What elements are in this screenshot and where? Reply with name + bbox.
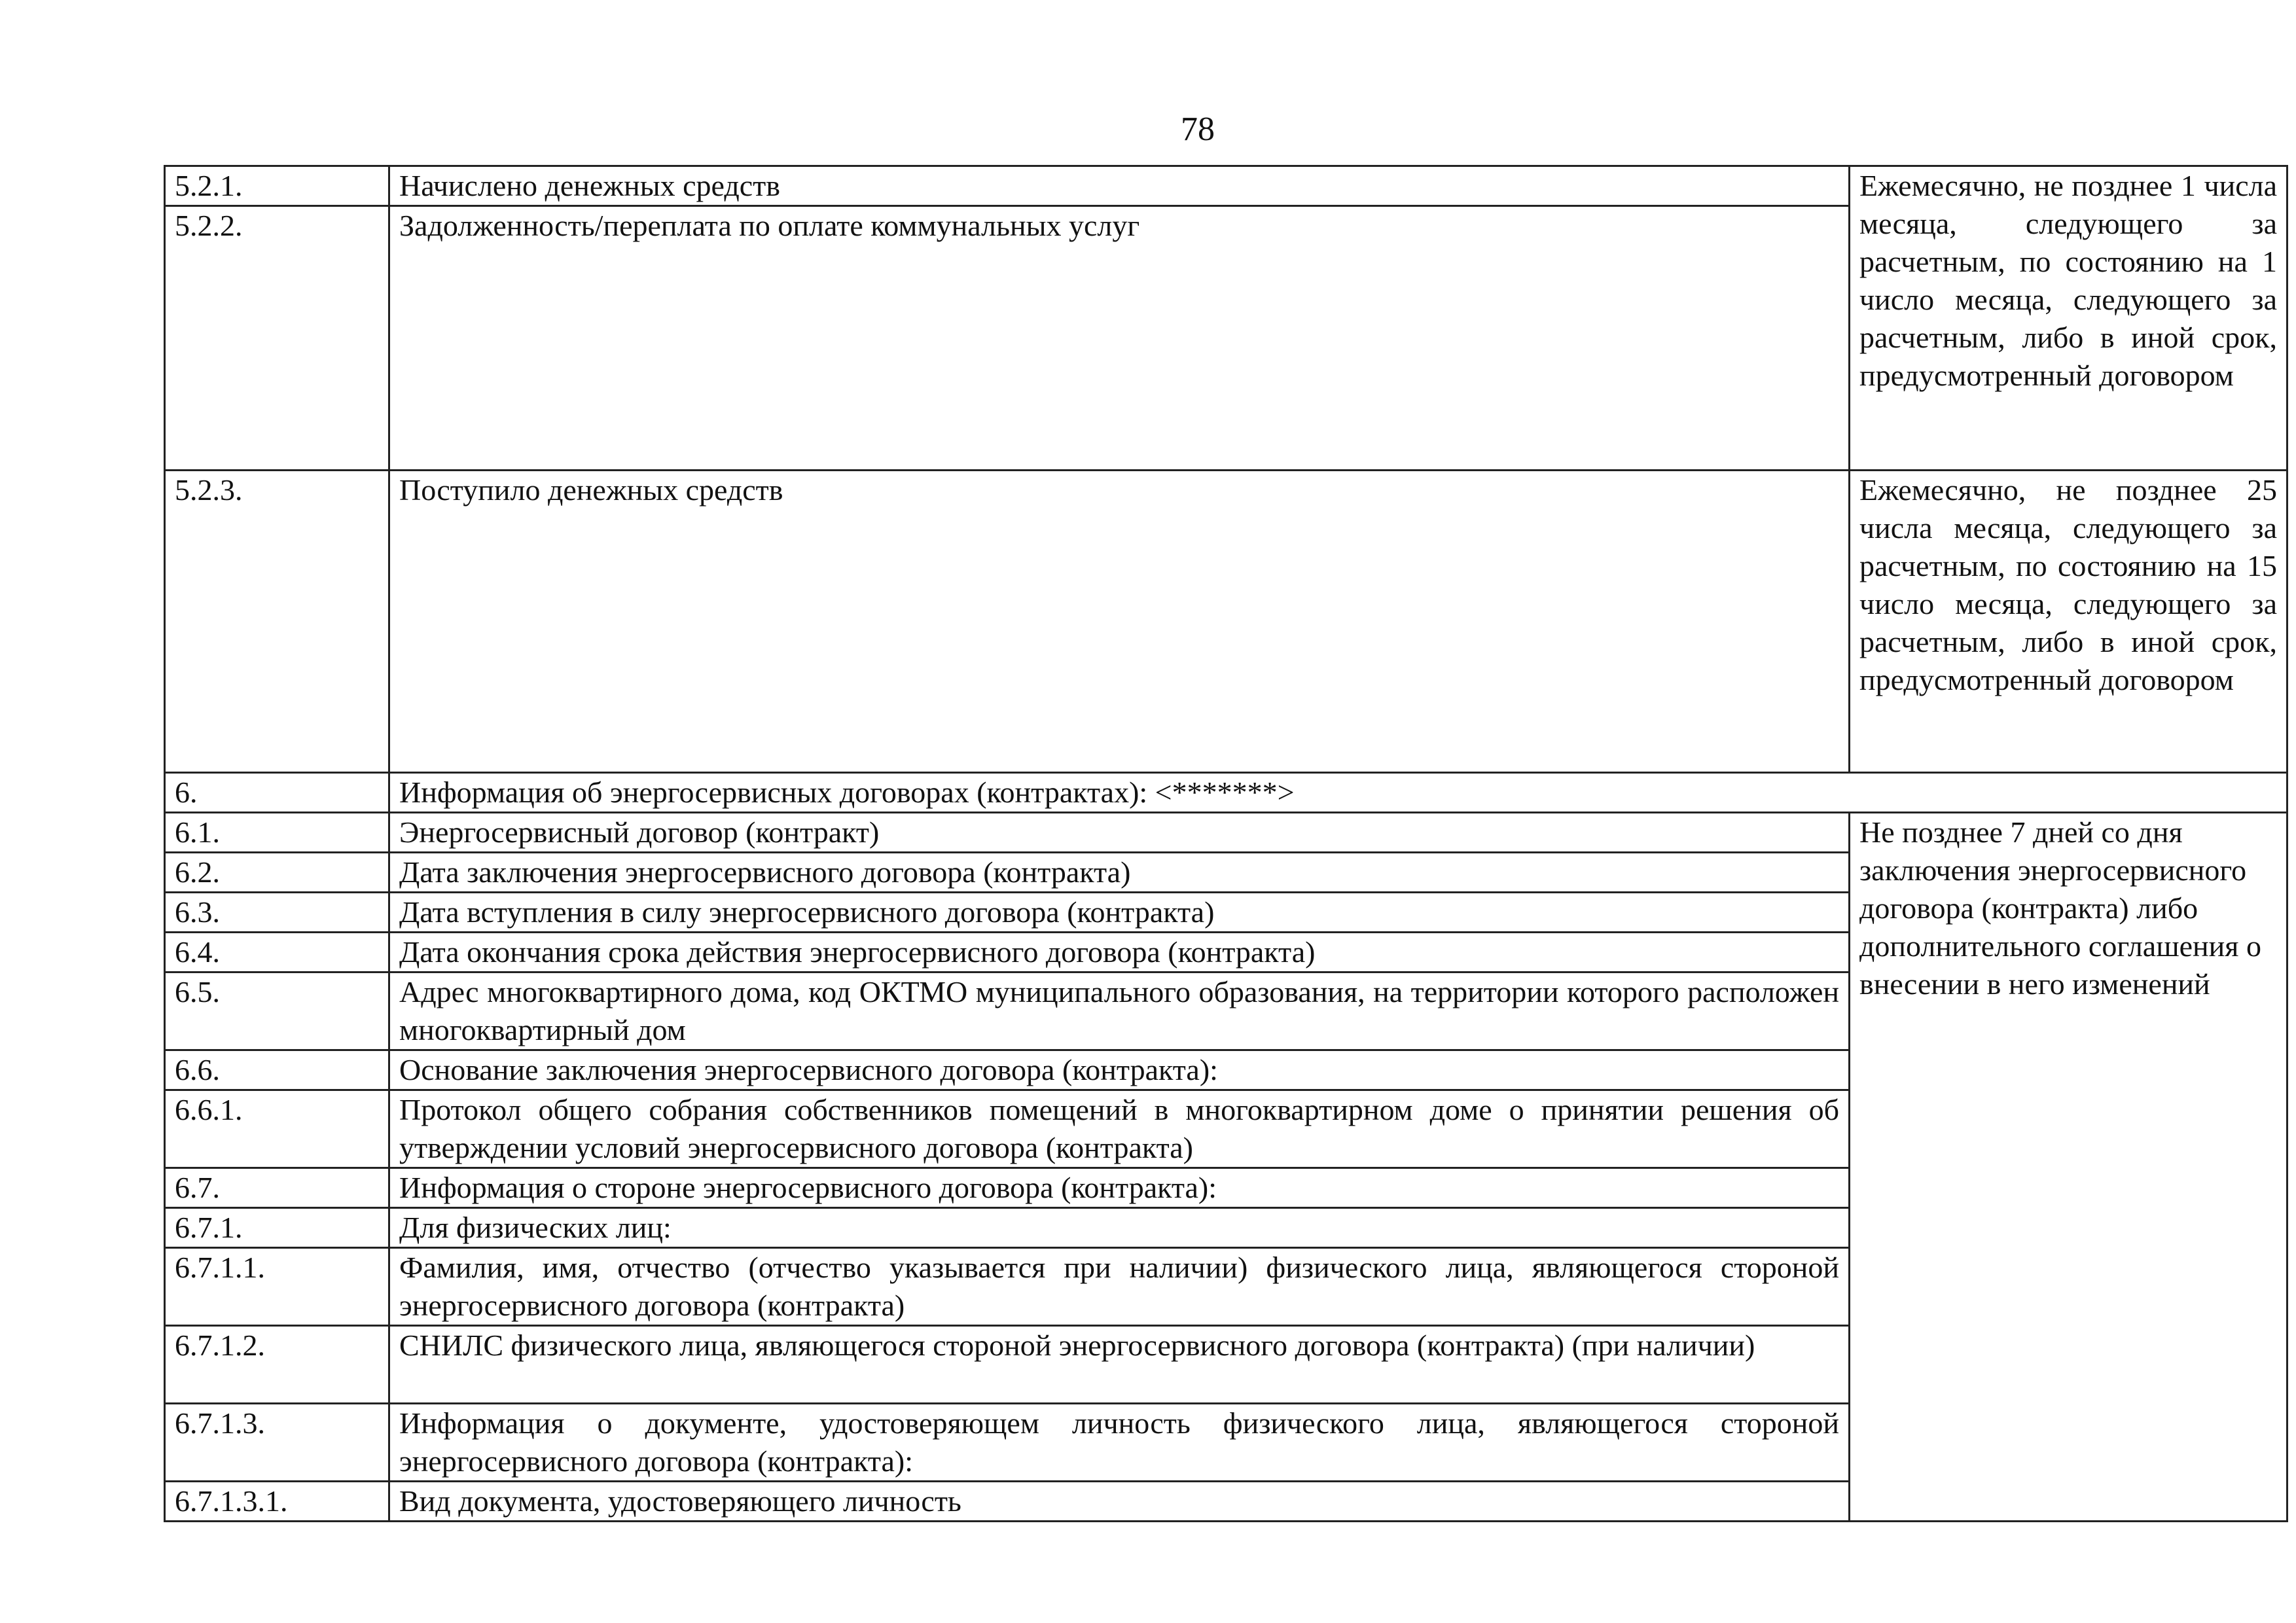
row-text: Начислено денежных средств xyxy=(389,166,1850,206)
row-text: Адрес многоквартирного дома, код ОКТМО муниципального образования, на территории которого расположен многоквартирный дом xyxy=(389,972,1850,1050)
table-row xyxy=(165,471,2287,773)
row-number: 6.7.1.2. xyxy=(165,1326,389,1404)
row-number: 5.2.2. xyxy=(165,206,389,471)
row-number: 6.6.1. xyxy=(165,1090,389,1168)
row-number: 6.7.1. xyxy=(165,1208,389,1248)
row-number: 5.2.1. xyxy=(165,166,389,206)
table-row xyxy=(165,166,2287,206)
row-text: Энергосервисный договор (контракт) xyxy=(389,813,1850,853)
row-text: Дата вступления в силу энергосервисного договора (контракта) xyxy=(389,893,1850,933)
row-text: Протокол общего собрания собственников помещений в многоквартирном доме о принятии решения об утверждении условий энергосервисного договора (контракта) xyxy=(389,1090,1850,1168)
row-number: 6. xyxy=(165,773,389,813)
row-text: Поступило денежных средств xyxy=(389,471,1850,773)
row-text: Задолженность/переплата по оплате коммунальных услуг xyxy=(389,206,1850,471)
data-table xyxy=(164,165,2288,1522)
row-number: 5.2.3. xyxy=(165,471,389,773)
section-heading: Информация об энергосервисных договорах (контрактах): <*******> xyxy=(389,773,2287,813)
row-text: Информация о стороне энергосервисного договора (контракта): xyxy=(389,1168,1850,1208)
row-number: 6.7.1.3. xyxy=(165,1404,389,1482)
row-number: 6.1. xyxy=(165,813,389,853)
row-number: 6.7. xyxy=(165,1168,389,1208)
row-text: СНИЛС физического лица, являющегося стороной энергосервисного договора (контракта) (при наличии) xyxy=(389,1326,1850,1404)
row-text: Дата заключения энергосервисного договора (контракта) xyxy=(389,853,1850,893)
row-number: 6.3. xyxy=(165,893,389,933)
deadline-cell: Не позднее 7 дней со дня заключения энергосервисного договора (контракта) либо дополнительного соглашения о внесении в него изменений xyxy=(1850,813,2287,1522)
page-number: 78 xyxy=(1181,111,1215,148)
row-number: 6.4. xyxy=(165,933,389,972)
table-row xyxy=(165,773,2287,813)
row-text: Дата окончания срока действия энергосервисного договора (контракта) xyxy=(389,933,1850,972)
row-text: Вид документа, удостоверяющего личность xyxy=(389,1482,1850,1522)
row-number: 6.6. xyxy=(165,1050,389,1090)
row-text: Основание заключения энергосервисного договора (контракта): xyxy=(389,1050,1850,1090)
row-number: 6.7.1.3.1. xyxy=(165,1482,389,1522)
row-number: 6.2. xyxy=(165,853,389,893)
row-text: Информация о документе, удостоверяющем личность физического лица, являющегося стороной энергосервисного договора (контракта): xyxy=(389,1404,1850,1482)
table-row xyxy=(165,813,2287,853)
deadline-cell: Ежемесячно, не позднее 25 числа месяца, следующего за расчетным, по состоянию на 15 число месяца, следующего за расчетным, либо в иной срок, предусмотренный договором xyxy=(1850,471,2287,773)
row-number: 6.5. xyxy=(165,972,389,1050)
row-text: Фамилия, имя, отчество (отчество указывается при наличии) физического лица, являющегося стороной энергосервисного договора (контракта) xyxy=(389,1248,1850,1326)
deadline-cell: Ежемесячно, не позднее 1 числа месяца, следующего за расчетным, по состоянию на 1 число месяца, следующего за расчетным, либо в иной срок, предусмотренный договором xyxy=(1850,166,2287,471)
row-number: 6.7.1.1. xyxy=(165,1248,389,1326)
row-text: Для физических лиц: xyxy=(389,1208,1850,1248)
